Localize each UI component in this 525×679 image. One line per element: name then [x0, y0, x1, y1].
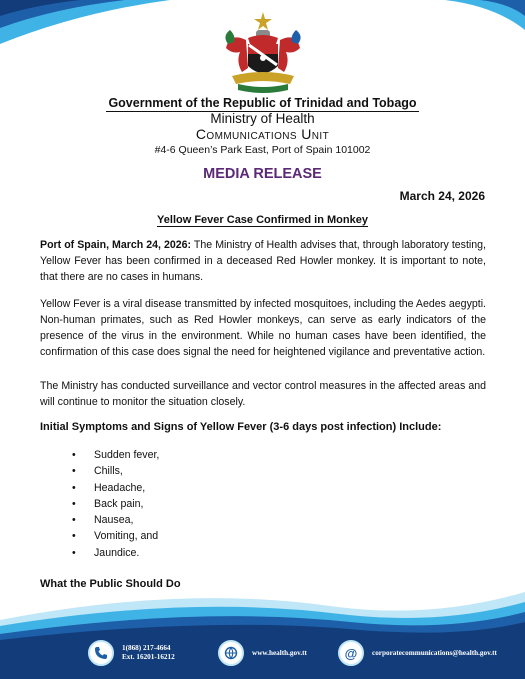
- list-item: • Back pain,: [72, 496, 159, 512]
- email-link[interactable]: corporatecommunications@health.gov.tt: [372, 648, 497, 657]
- footer-phone: [88, 640, 175, 666]
- symptoms-heading: Initial Symptoms and Signs of Yellow Fever (3-6 days post infection) Include:: [40, 421, 442, 433]
- globe-icon: [218, 640, 244, 666]
- paragraph-intro: [40, 237, 486, 285]
- media-release-title: MEDIA RELEASE: [203, 166, 322, 182]
- list-item: • Sudden fever,: [72, 447, 159, 463]
- website-link[interactable]: www.health.gov.tt: [252, 648, 307, 657]
- dateline: Port of Spain, March 24, 2026:: [40, 239, 192, 251]
- at-sign-icon: @: [338, 640, 364, 666]
- phone-icon: [88, 640, 114, 666]
- phone-extension: Ext. 16201-16212: [122, 653, 175, 661]
- symptoms-list: [72, 447, 159, 561]
- ministry-address: #4-6 Queen’s Park East, Port of Spain 101002: [154, 144, 371, 156]
- ministry-name: Ministry of Health: [210, 111, 315, 126]
- list-item: • Nausea,: [72, 512, 159, 528]
- list-item: • Chills,: [72, 463, 159, 479]
- government-title: Government of the Republic of Trinidad and Tobago: [108, 96, 417, 110]
- intro-text: The Ministry of Health advises that, through laboratory testing, Yellow Fever has been confirmed in a deceased Red Howler monkey. It is important to note, that there are no cases in humans.: [40, 239, 486, 283]
- list-item: • Vomiting, and: [72, 528, 159, 544]
- release-date: March 24, 2026: [399, 189, 485, 203]
- paragraph-ministry-actions: The Ministry has conducted surveillance and vector control measures in the affected areas and will continue to monitor the situation closely.: [40, 380, 486, 408]
- list-item: • Headache,: [72, 480, 159, 496]
- coat-of-arms-logo: [218, 10, 308, 96]
- paragraph-about-yellow-fever: Yellow Fever is a viral disease transmitted by infected mosquitoes, including the Aedes aegypti. Non-human primates, such as Red Howler monkeys, can serve as early indicators of the presence of the virus in the environment. While no human cases have been identified, the confirmation of this case does signal the need for heightened vigilance and preventative action.: [40, 298, 486, 358]
- communications-unit: Communications Unit: [195, 126, 330, 142]
- phone-number: 1(868) 217-4664: [122, 644, 171, 652]
- public-guidance-heading: What the Public Should Do: [40, 578, 181, 590]
- footer-email: [338, 640, 497, 666]
- footer-website: [218, 640, 307, 666]
- list-item: • Jaundice.: [72, 545, 159, 561]
- release-subject: Yellow Fever Case Confirmed in Monkey: [157, 214, 368, 226]
